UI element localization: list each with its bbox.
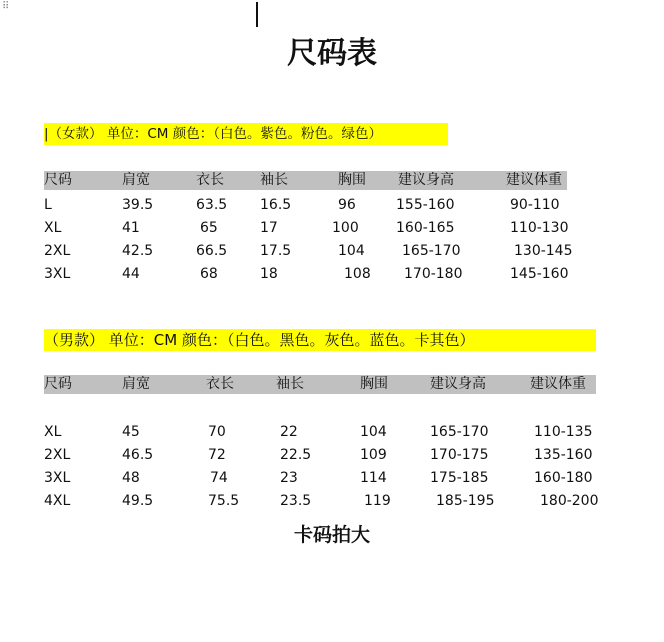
- women-table-cell: 63.5: [196, 197, 228, 213]
- women-table-cell: 145-160: [510, 266, 569, 282]
- men-table-cell: 22.5: [280, 447, 312, 463]
- women-header-cell: 袖长: [260, 172, 288, 188]
- men-table-cell: 48: [122, 470, 140, 486]
- women-table-cell: 16.5: [260, 197, 292, 213]
- footer-note: 卡码拍大: [293, 524, 370, 546]
- text-cursor: [256, 2, 258, 27]
- men-table-cell: 46.5: [122, 447, 154, 463]
- women-table-cell: 66.5: [196, 243, 228, 259]
- men-header-cell: 建议身高: [430, 376, 486, 392]
- men-header-cell: 胸围: [360, 376, 388, 392]
- men-table-cell: 185-195: [436, 493, 495, 509]
- men-header-cell: 肩宽: [122, 376, 150, 392]
- men-table-cell: 75.5: [208, 493, 240, 509]
- women-header-cell: 建议体重: [506, 172, 562, 188]
- page-title: 尺码表: [287, 36, 377, 71]
- women-table-cell: 2XL: [44, 243, 71, 259]
- men-table-cell: 2XL: [44, 447, 71, 463]
- men-table-cell: 109: [360, 447, 387, 463]
- women-header-cell: 建议身高: [398, 172, 454, 188]
- men-table-cell: XL: [44, 424, 62, 440]
- men-table-cell: 119: [364, 493, 391, 509]
- women-table-cell: 100: [332, 220, 359, 236]
- men-table-cell: 74: [210, 470, 228, 486]
- men-table-cell: 3XL: [44, 470, 71, 486]
- men-table-cell: 135-160: [534, 447, 593, 463]
- women-table-cell: 18: [260, 266, 278, 282]
- drag-handle-icon[interactable]: ⠿: [2, 1, 10, 12]
- women-table-cell: 130-145: [514, 243, 573, 259]
- women-table-cell: 41: [122, 220, 140, 236]
- men-header-row: [44, 375, 596, 394]
- men-table-cell: 175-185: [430, 470, 489, 486]
- women-table-cell: 165-170: [402, 243, 461, 259]
- men-table-cell: 23.5: [280, 493, 312, 509]
- women-table-cell: 3XL: [44, 266, 71, 282]
- men-table-cell: 45: [122, 424, 140, 440]
- women-table-cell: L: [44, 197, 52, 213]
- women-table-cell: 42.5: [122, 243, 154, 259]
- men-header-cell: 建议体重: [530, 376, 586, 392]
- men-table-cell: 180-200: [540, 493, 599, 509]
- men-note: （男款） 单位：CM 颜色：（白色。黑色。灰色。蓝色。卡其色）: [44, 329, 596, 351]
- women-table-cell: 108: [344, 266, 371, 282]
- women-header-cell: 尺码: [44, 172, 72, 188]
- men-table-cell: 23: [280, 470, 298, 486]
- women-table-cell: 65: [200, 220, 218, 236]
- men-table-cell: 165-170: [430, 424, 489, 440]
- men-table-cell: 110-135: [534, 424, 593, 440]
- men-header-cell: 衣长: [206, 376, 234, 392]
- women-table-cell: 44: [122, 266, 140, 282]
- women-header-cell: 肩宽: [122, 172, 150, 188]
- women-table-cell: 90-110: [510, 197, 560, 213]
- men-table-cell: 104: [360, 424, 387, 440]
- women-table-cell: 68: [200, 266, 218, 282]
- men-table-cell: 49.5: [122, 493, 154, 509]
- men-table-cell: 114: [360, 470, 387, 486]
- men-table-cell: 22: [280, 424, 298, 440]
- women-table-cell: 110-130: [510, 220, 569, 236]
- men-table-cell: 4XL: [44, 493, 71, 509]
- men-table-cell: 70: [208, 424, 226, 440]
- men-table-cell: 72: [208, 447, 226, 463]
- women-table-cell: 155-160: [396, 197, 455, 213]
- women-table-cell: 104: [338, 243, 365, 259]
- women-table-cell: XL: [44, 220, 62, 236]
- women-table-cell: 17: [260, 220, 278, 236]
- women-header-cell: 衣长: [196, 172, 224, 188]
- men-header-cell: 袖长: [276, 376, 304, 392]
- men-table-cell: 160-180: [534, 470, 593, 486]
- women-table-cell: 39.5: [122, 197, 154, 213]
- women-header-row: [44, 171, 567, 190]
- men-header-cell: 尺码: [44, 376, 72, 392]
- women-note: |（女款） 单位：CM 颜色：（白色。紫色。粉色。绿色）: [44, 123, 448, 145]
- women-table-cell: 96: [338, 197, 356, 213]
- women-table-cell: 160-165: [396, 220, 455, 236]
- women-table-cell: 17.5: [260, 243, 292, 259]
- women-header-cell: 胸围: [338, 172, 366, 188]
- men-table-cell: 170-175: [430, 447, 489, 463]
- women-table-cell: 170-180: [404, 266, 463, 282]
